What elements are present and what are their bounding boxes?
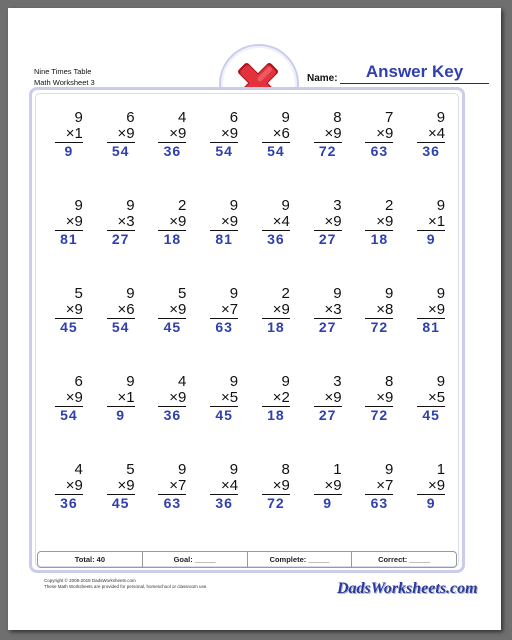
multiplier: ×9 [158,390,186,407]
answer: 72 [370,407,389,423]
problem-box [417,110,445,159]
problem-item [405,462,457,550]
multiplier: ×8 [365,302,393,319]
multiplier: ×1 [107,390,135,407]
answer: 72 [267,495,285,511]
answer: 63 [163,495,182,511]
multiplicand: 2 [178,197,187,214]
multiplicand: 6 [126,109,135,126]
problem-item [354,286,406,374]
goal-cell: Goal: _____ [143,552,248,567]
answer: 45 [60,319,78,335]
answer: 36 [163,407,182,423]
answer: 27 [318,407,337,423]
problem-item [354,198,406,286]
answer: 81 [60,231,78,247]
problem-box [210,286,238,335]
problem-item [95,374,147,462]
answer: 18 [370,231,389,247]
problem-item [405,198,457,286]
answer: 54 [215,143,233,159]
multiplicand: 9 [126,197,135,214]
problem-box [365,374,393,423]
problem-item [250,198,302,286]
answer: 63 [370,495,389,511]
answer: 45 [163,319,182,335]
answer: 63 [370,143,389,159]
multiplicand: 9 [281,373,290,390]
multiplier: ×7 [158,478,186,495]
problem-item [250,462,302,550]
problems-panel [29,87,465,573]
problem-item [198,286,250,374]
problem-box [262,462,290,511]
problem-box [262,198,290,247]
problem-row [43,462,457,550]
multiplicand: 2 [281,285,290,302]
problem-item [405,374,457,462]
multiplicand: 9 [229,373,239,390]
multiplicand: 9 [436,197,446,214]
multiplier: ×9 [365,126,393,143]
answer: 18 [267,407,285,423]
problem-box [158,286,186,335]
answer: 18 [163,231,182,247]
problem-box [314,462,342,511]
problem-item [354,110,406,198]
problem-item [405,286,457,374]
worksheet-header [34,66,95,88]
multiplier: ×1 [417,214,445,231]
multiplier: ×9 [210,126,238,143]
answer: 72 [318,143,337,159]
problem-item [405,110,457,198]
multiplier: ×9 [210,214,238,231]
answer: 45 [215,407,233,423]
multiplier: ×9 [158,302,186,319]
answer: 27 [318,231,337,247]
problems-grid [43,110,457,550]
problem-box [262,110,290,159]
problem-item [147,110,199,198]
problem-item [250,286,302,374]
answer: 81 [215,231,233,247]
multiplier: ×4 [262,214,290,231]
answer: 9 [426,495,436,511]
answer: 9 [426,231,436,247]
problem-box [55,198,83,247]
problem-item [43,462,95,550]
multiplicand: 9 [436,285,446,302]
problem-item [250,110,302,198]
problem-box [158,198,186,247]
problem-box [210,198,238,247]
answer: 45 [422,407,440,423]
answer: 54 [111,143,130,159]
multiplicand: 2 [385,197,394,214]
problem-box [314,374,342,423]
answer: 9 [64,143,74,159]
problem-row [43,198,457,286]
copyright-notice [44,578,208,590]
problem-row [43,110,457,198]
multiplicand: 8 [333,109,342,126]
problem-box [107,198,135,247]
answer: 45 [111,495,130,511]
problem-item [302,198,354,286]
answer: 27 [318,319,337,335]
multiplicand: 1 [333,461,342,478]
multiplier: ×9 [262,302,290,319]
correct-cell: Correct: _____ [378,555,431,564]
multiplicand: 6 [229,109,239,126]
problem-box [158,110,186,159]
multiplicand: 9 [385,285,394,302]
multiplier: ×9 [365,214,393,231]
problem-box [417,462,445,511]
multiplicand: 9 [74,197,83,214]
multiplier: ×7 [210,302,238,319]
problem-box [107,286,135,335]
problem-box [210,110,238,159]
problem-item [95,198,147,286]
answer: 36 [422,143,440,159]
multiplier: ×4 [210,478,238,495]
multiplicand: 9 [333,285,342,302]
multiplier: ×1 [55,126,83,143]
answer: 27 [111,231,130,247]
problem-box [262,374,290,423]
multiplicand: 9 [126,373,135,390]
answer-key-label: Answer Key [365,62,464,81]
multiplier: ×9 [417,478,445,495]
multiplier: ×6 [107,302,135,319]
multiplicand: 9 [74,109,83,126]
multiplier: ×6 [262,126,290,143]
problem-box [107,462,135,511]
problem-item [302,374,354,462]
answer: 36 [215,495,233,511]
problem-box [365,110,393,159]
problem-box [107,374,135,423]
multiplicand: 9 [436,109,446,126]
multiplier: ×9 [314,214,342,231]
problem-box [262,286,290,335]
problem-item [43,374,95,462]
problem-box [314,286,342,335]
problem-box [107,110,135,159]
answer: 9 [323,495,333,511]
problem-item [198,462,250,550]
multiplicand: 5 [126,461,135,478]
multiplicand: 4 [74,461,83,478]
multiplier: ×4 [417,126,445,143]
multiplier: ×7 [365,478,393,495]
multiplier: ×9 [365,390,393,407]
multiplier: ×2 [262,390,290,407]
score-footer [37,551,457,568]
problem-box [210,462,238,511]
multiplier: ×9 [158,126,186,143]
multiplier: ×9 [55,390,83,407]
problem-box [365,198,393,247]
multiplicand: 3 [333,373,342,390]
problem-item [147,198,199,286]
multiplicand: 5 [74,285,83,302]
multiplier: ×9 [158,214,186,231]
dads-worksheets-logo: DadsWorksheets.com [337,580,478,597]
problem-item [250,374,302,462]
name-field [307,60,489,84]
answer: 54 [111,319,130,335]
problem-box [55,374,83,423]
answer: 36 [60,495,78,511]
multiplicand: 9 [436,373,446,390]
multiplier: ×9 [55,478,83,495]
problem-box [417,198,445,247]
answer: 36 [163,143,182,159]
multiplicand: 9 [281,109,290,126]
answer: 72 [370,319,389,335]
multiplicand: 9 [126,285,135,302]
multiplier: ×9 [107,126,135,143]
multiplicand: 9 [385,461,394,478]
name-underline [340,83,489,84]
multiplier: ×9 [107,478,135,495]
problem-item [198,374,250,462]
multiplicand: 9 [229,285,239,302]
answer: 36 [267,231,285,247]
multiplicand: 7 [385,109,394,126]
multiplier: ×3 [314,302,342,319]
problem-item [95,110,147,198]
problem-box [365,286,393,335]
copyright-line: Copyright © 2008-2018 DadsWorksheets.com [44,578,136,583]
multiplier: ×9 [314,478,342,495]
multiplier: ×9 [417,302,445,319]
multiplicand: 6 [74,373,83,390]
multiplier: ×5 [417,390,445,407]
multiplicand: 8 [385,373,394,390]
multiplicand: 5 [178,285,187,302]
problem-item [302,462,354,550]
problem-item [354,374,406,462]
problem-item [95,286,147,374]
problem-item [43,198,95,286]
multiplier: ×5 [210,390,238,407]
multiplier: ×9 [314,126,342,143]
answer: 54 [267,143,285,159]
multiplicand: 9 [281,197,290,214]
problem-box [55,110,83,159]
problem-box [314,198,342,247]
problem-row [43,374,457,462]
multiplicand: 9 [178,461,187,478]
multiplicand: 1 [436,461,446,478]
multiplicand: 9 [229,197,239,214]
answer: 54 [60,407,78,423]
problem-box [314,110,342,159]
problem-row [43,286,457,374]
problem-item [198,198,250,286]
problem-item [147,286,199,374]
multiplier: ×9 [314,390,342,407]
name-label: Name: [307,73,338,84]
multiplier: ×3 [107,214,135,231]
multiplier: ×9 [55,302,83,319]
problem-box [210,374,238,423]
problem-item [302,110,354,198]
multiplier: ×9 [55,214,83,231]
total-cell: Total: 40 [38,552,143,567]
usage-line: These Math Worksheets are provided for personal, homeschool or classroom use. [44,584,208,589]
problem-item [43,286,95,374]
multiplicand: 3 [333,197,342,214]
multiplicand: 4 [178,373,187,390]
problem-item [302,286,354,374]
problem-box [417,374,445,423]
problem-item [147,462,199,550]
problem-box [158,462,186,511]
multiplicand: 9 [229,461,239,478]
answer: 18 [267,319,285,335]
worksheet-title: Nine Times Table [34,67,92,76]
problem-box [158,374,186,423]
problem-box [55,462,83,511]
problem-item [354,462,406,550]
problem-box [417,286,445,335]
problem-box [55,286,83,335]
problem-item [43,110,95,198]
worksheet-subtitle: Math Worksheet 3 [34,78,95,87]
problem-item [95,462,147,550]
multiplier: ×9 [262,478,290,495]
answer: 9 [116,407,126,423]
complete-cell: Complete: _____ [248,552,353,567]
problem-item [147,374,199,462]
problem-box [365,462,393,511]
multiplicand: 8 [281,461,290,478]
multiplicand: 4 [178,109,187,126]
problem-item [198,110,250,198]
answer: 81 [422,319,440,335]
answer: 63 [215,319,233,335]
